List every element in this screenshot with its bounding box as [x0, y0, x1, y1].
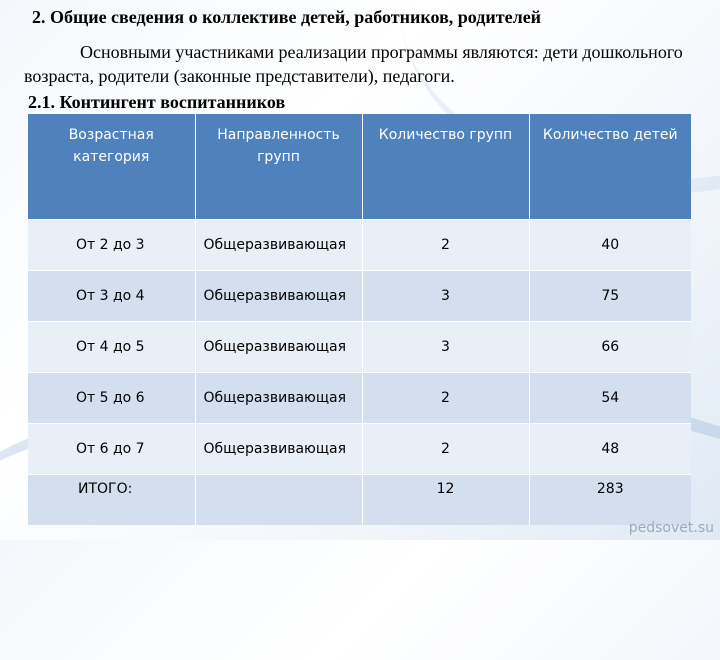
total-direction [195, 475, 362, 526]
contingent-table [28, 114, 691, 525]
cell-groups: 3 [362, 322, 529, 373]
cell-direction: Общеразвивающая [195, 424, 362, 475]
cell-direction: Общеразвивающая [195, 271, 362, 322]
header-age-category: Возрастная категория [28, 114, 195, 220]
cell-direction: Общеразвивающая [195, 220, 362, 271]
table-row [28, 271, 691, 322]
cell-children: 40 [529, 220, 691, 271]
watermark: pedsovet.su [628, 520, 714, 536]
cell-age: От 6 до 7 [28, 424, 195, 475]
header-group-count: Количество групп [362, 114, 529, 220]
cell-children: 75 [529, 271, 691, 322]
cell-groups: 3 [362, 271, 529, 322]
total-children: 283 [529, 475, 691, 526]
cell-children: 66 [529, 322, 691, 373]
table-row [28, 424, 691, 475]
table-header-row [28, 114, 691, 220]
table-row [28, 373, 691, 424]
header-child-count: Количество детей [529, 114, 691, 220]
table-row [28, 322, 691, 373]
cell-children: 48 [529, 424, 691, 475]
total-groups: 12 [362, 475, 529, 526]
total-label: ИТОГО: [28, 475, 195, 526]
cell-groups: 2 [362, 220, 529, 271]
intro-paragraph-text: Основными участниками реализации программы являются: дети дошкольного возраста, родители (законные представители), педагоги. [24, 42, 683, 86]
cell-groups: 2 [362, 373, 529, 424]
cell-direction: Общеразвивающая [195, 322, 362, 373]
table-total-row [28, 475, 691, 526]
table-row [28, 220, 691, 271]
subsection-heading: 2.1. Контингент воспитанников [28, 92, 286, 112]
cell-groups: 2 [362, 424, 529, 475]
intro-paragraph [24, 40, 704, 88]
cell-age: От 4 до 5 [28, 322, 195, 373]
section-heading: 2. Общие сведения о коллективе детей, работников, родителей [32, 7, 542, 27]
cell-age: От 3 до 4 [28, 271, 195, 322]
cell-age: От 5 до 6 [28, 373, 195, 424]
cell-children: 54 [529, 373, 691, 424]
header-group-direction: Направленность групп [195, 114, 362, 220]
cell-age: От 2 до 3 [28, 220, 195, 271]
cell-direction: Общеразвивающая [195, 373, 362, 424]
